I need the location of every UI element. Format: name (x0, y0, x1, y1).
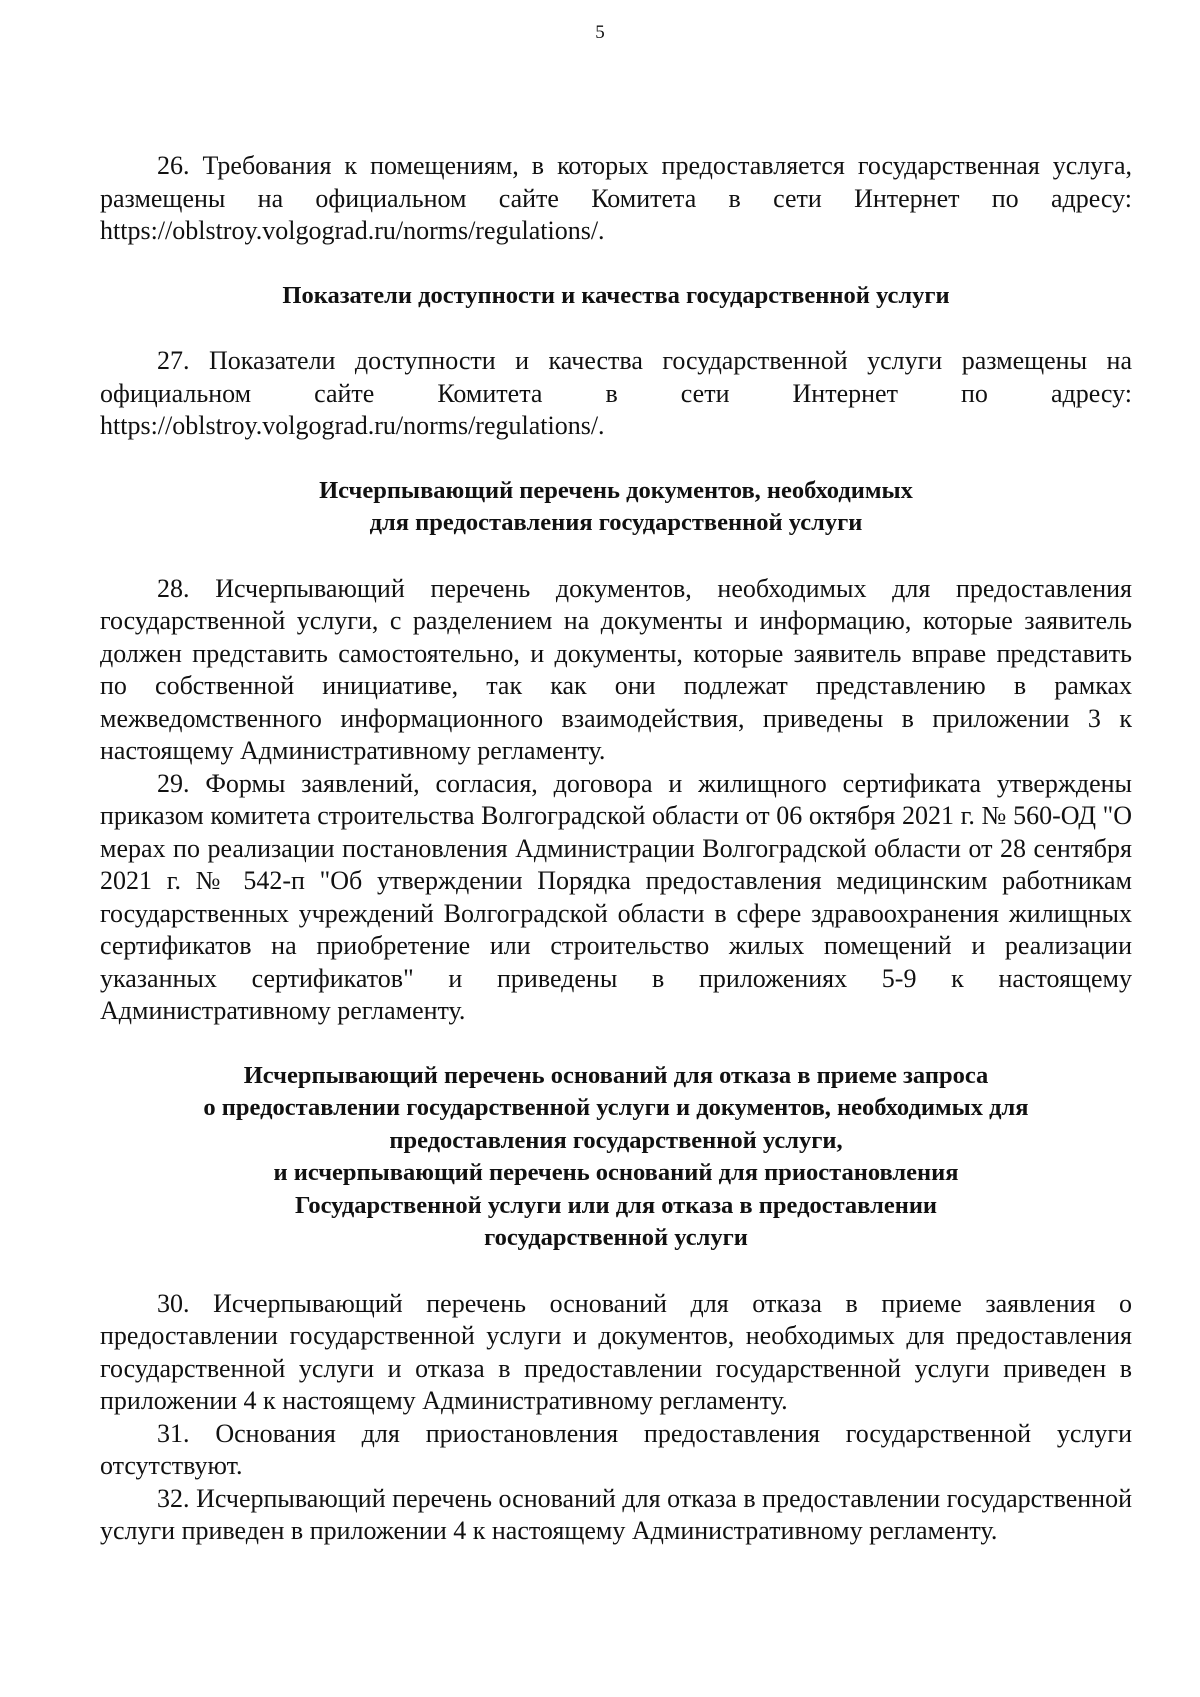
heading-line: Государственной услуги или для отказа в предоставлении (294, 1191, 938, 1219)
paragraph-32: 32. Исчерпывающий перечень оснований для отказа в предоставлении государственной услуги приведен в приложении 4 к настоящему Административному регламенту. (100, 1483, 1132, 1545)
heading-line: Исчерпывающий перечень оснований для отказа в приеме запроса (243, 1061, 989, 1089)
heading-line: для предоставления государственной услуги (369, 509, 863, 536)
heading-line: предоставления государственной услуги, (389, 1126, 843, 1154)
paragraph-30: 30. Исчерпывающий перечень оснований для отказа в приеме заявления о предоставлении государственной услуги и документов, необходимых для предоставления государственной услуги и отказа в предоставлении государственной услуги приведен в приложении 4 к настоящему Административному регламенту. (100, 1288, 1132, 1415)
paragraph-29: 29. Формы заявлений, согласия, договора и жилищного сертификата утверждены приказом комитета строительства Волгоградской области от 06 октября 2021 г. № 560-ОД "О мерах по реализации постановления Администрации Волгоградской области от 28 сентября 2021 г. № 542-п "Об утверждении Порядка предоставления медицинским работникам государственных учреждений Волгоградской области в сфере здравоохранения жилищных сертификатов на приобретение или строительство жилых помещений и реализации указанных сертификатов" и приведены в приложениях 5-9 к настоящему Административному регламенту. (100, 768, 1132, 1025)
heading-line: Исчерпывающий перечень документов, необходимых (319, 476, 913, 504)
paragraph-26: 26. Требования к помещениям, в которых предоставляется государственная услуга, размещены на официальном сайте Комитета в сети Интернет по адресу: https://oblstroy.volgograd.ru/norms/regulations/. (100, 151, 1132, 245)
heading-refusal-grounds (100, 1060, 1132, 1255)
heading-quality-indicators (100, 280, 1132, 313)
heading-required-documents (100, 475, 1132, 540)
document-body (100, 150, 1132, 1548)
paragraph-27: 27. Показатели доступности и качества государственной услуги размещены на официальном сайте Комитета в сети Интернет по адресу: https://oblstroy.volgograd.ru/norms/regulations/. (100, 346, 1132, 440)
heading-line: и исчерпывающий перечень оснований для приостановления (273, 1159, 959, 1186)
page-number: 5 (595, 22, 605, 43)
heading-line: государственной услуги (484, 1224, 748, 1251)
paragraph-28: 28. Исчерпывающий перечень документов, необходимых для предоставления государственной услуги, с разделением на документы и информацию, которые заявитель должен представить самостоятельно, и документы, которые заявитель вправе представить по собственной инициативе, так как они подлежат представлению в рамках межведомственного информационного взаимодействия, приведены в приложении 3 к настоящему Административному регламенту. (100, 573, 1132, 765)
heading-line: о предоставлении государственной услуги и документов, необходимых для (203, 1094, 1029, 1121)
paragraph-31: 31. Основания для приостановления предоставления государственной услуги отсутствуют. (100, 1418, 1132, 1480)
heading-line: Показатели доступности и качества государственной услуги (282, 281, 950, 309)
